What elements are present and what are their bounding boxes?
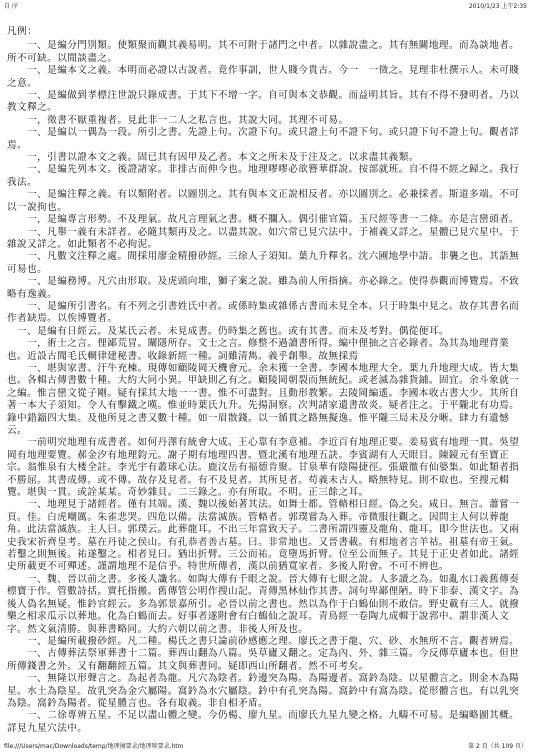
paragraph: 一、二徐專辨五星。不足以盡山體之變。今仍楊、廖九星。而廖氏九星九變之格。九疇不可易。是編略圖其概。詳見九星穴法中。 xyxy=(7,710,520,732)
paragraph: 一、是編以一偶為一段。所引之書。先證上句。次證下句。或只證上句不證下句。或只證下句不證上句。觀者詳焉。 xyxy=(7,127,520,151)
footer-file-url: file:///Users/mac/Downloads/temp/地理摘要录/地理啖要录.htm xyxy=(4,743,184,750)
paragraph: 一，徵書不厭重複者。見此非一二人之私言也。其說大同。其理不可易。 xyxy=(7,114,349,126)
paragraph: 一、堪與家書。汗牛充棟。現傳如顧陵岡天機會元。余未獲一全書。李國本地理大全。葉九升地理大成。皆大集也。各輯古傳書數十種。大約大同小異。甲缺則乙有之。顧陵岡朝裂而無統紀。或老滅為雜貨鋪。固宜。余斗象就一之編。惟言巒文從子剛。疑有採其大地一一書。惟不可盡對。且動形教繁。去陵岡編遙。李國本收古書大少。其所自著一本大子須知。令人有擊鐵之嘆。惟並時葉氏九升。先揚洞察。次判諸家遺書故炎。疑者注之。于平隴北有功焉。錄中錯錙四大集。及他所見之書又數十種。如一眉散錢。以一循貫之路無擬逸。惟平隴三局未及分晰。肆力有遺憾云。 xyxy=(7,362,520,436)
paragraph: 一、是編分門別類。使類聚而觀其義易明。其不可附于諸門之中者。以雜說盡之。其有無關地理。而為談地者。所不可缺。以閒談盡之。 xyxy=(7,40,520,64)
page-header xyxy=(0,0,533,10)
paragraph: 一、凡舉一義有未詳者。必隨其類再及之。以盡其說。如穴常已見穴法中。于補義又詳之。星體已見穴星中。于雜說又詳之。如此類者不必拘泥。 xyxy=(7,226,520,250)
paragraph: 一，是編專言形勢。不及理氣。故凡言理氣之書。概不攔入。偶引催官篇。玉尺經等書一二條。亦是言巒頭者。 xyxy=(7,214,520,226)
document-body xyxy=(7,26,528,732)
paragraph: 一、是編先列本文。後證諸家。非排古而伸今也。地理嘐嘐必欲簪華群說。按部就班。自不得不經之歸之。我行我法。 xyxy=(7,164,520,188)
paragraph: 一前明究地理有成書者。如何丹澤有統會大成。王心靠有李意補。李近百有地理正要。姜易賓有地理一貫。吳望岡有地理要覽。郝金汐有地理鈞元。謝子期有地理四書。暨北溪有地理五訣。李賓湖有人天眼目。陳鏡元有至寶正宗。翁惟泉有大楼全註。李光宇有叢球心法。鹿汶岳有福德肯聚。甘泉華有陰陽捷徑。張嚴徹有仙婆集。如此類者指不勝屈。其書成傳。或不傳。故存及見者。有不及見者。其所見者。苟義未古人。略無特見。則不取也。至搜元輯覽。堪與一貫。或詮某某。奇妙雜貝。二三錄之。亦有所取。不明。正三餘之耳。 xyxy=(7,437,520,499)
paragraph: 一、是編所引書名。有不列之引書姓氏中者。或係時集或雜係古書而未見全本。只于時集中見之。故存其書名而作者缺焉。以俟博覽者。 xyxy=(7,300,520,325)
paragraph: 一，引書以證本文之義。固已其有因甲及乙者。本文之所未及于注及之。以求盡其義類。 xyxy=(7,152,419,164)
header-title: 自 序 xyxy=(4,3,18,10)
paragraph: 一、是編務博。凡穴由形取。及虎頭向堆，獅子案之說。雖為前人所指摘。亦必錄之。使得恭觀而博覽焉。不致略有逸義。 xyxy=(7,276,520,300)
paragraph: 一，術士之言。俚鄙荒冒。闡隱所存。文士之言。修整不過讀書所得。編中俚抽之言必錄者。為其為地理背業也。近設古聞毛氏輞律建秘書。收錄新經一種。詞雖清雋。義乎創舉。故無採焉 xyxy=(7,338,510,362)
header-timestamp: 2010/1/23 上午2:35 xyxy=(468,3,527,10)
section-heading: 凡例： xyxy=(7,26,38,37)
paragraph: 一、無隆以形聲言之。為起者為龍。凡穴為陰者。鈐邊突為陽。為陽邊者。窩鈐為陰。以星體言之。則金木為陽星。水土為陰星。故乳突為金穴屬陽。窩鈐為水穴屬陰。鈐中有孔突為陽。窩鈐中有窩為陰。從形體言也。有以乳突為陰。窩鈐為陽者。從星體言也。各有取義。非自相矛盾。 xyxy=(7,673,520,709)
paragraph: 一、是編所載撥砂經。凡二種。楊氏之書只論前砂感應之理。廖氏之書于龍、穴、砂、水無所不言。觀者辨焉。 xyxy=(7,635,520,647)
paragraph: 一、凡數文注釋之處。間採用廖金精撥砂經。三徐人子須知。葉九升釋名。沈六圃地學中語。非襲之也。其語無可易也。 xyxy=(7,251,520,275)
paragraph: 一、是編有日經云。及某氏云者。未見成書。仍時集之舊也。或有其書。而未及考對。偶從便耳。 xyxy=(7,325,449,337)
footer-page-number: 第 2 頁（共 109 頁） xyxy=(468,743,527,750)
paragraph: 一、是編做到孝標注世說只錄成書。于其下不增一字。自可與本文恭觀。而益明其旨。其有不得不發明者。乃以教文釋之。 xyxy=(7,90,520,114)
paragraph: 一、是編注釋之義。有以類附者。以圖別之。其有與本文正說相反者。亦以圖別之。必兼採者。斯道多端。不可以一說拘也。 xyxy=(7,189,520,213)
page-footer xyxy=(0,738,533,752)
paragraph: 一、魏、晉以前之書。多後人讖名。如陶大傳有千眼之說。晉大傳有七眼之說。人多讀之為。如亂水口義舊傳奏標寶于作。管數詩括。實托指搬。舊傳管公明作搜山記。青傳黑林仙作其書。詞句卑鄙俚陋。時下非泰、漢文字。為後人偽名無疑。惟鈐官經云。多為郭景嘉所引。必晉以前之書也。然以為作于白鶴仙則不敢信。野史載有三人。就撥樂之相求瓜示以葬地。化為白鶴而去。好事者遂附會有白鶴仙之說耳。青鳥經一卷陶九成輯于說郛中。謂非漢人文字。然文氣清勝。與葬書略同。大約六朝以前之書。非後人所及也。 xyxy=(7,573,520,635)
paragraph: 一、是編本文之義。本明而必證以古說者。竟作事訓，世人賤今貴古。今一 一徵之。見理非杜撰示人。未可賤之意。 xyxy=(7,65,520,89)
paragraph: 一、古傳葬法祭軍葬書十二篇。葬西山翻為八篇。吳草廬又翻之。定為內、外、雜三篇。今反傳草廬本也。但世所傳錢書之外。又有翻翻經五篇。其文與葬書同。疑即西山所翻者。然不可考矣。 xyxy=(7,648,520,672)
paragraph: 一、地理見于諸經者。僅有其端。漢、魏以後始著其法。如舞士都。管輅相日經。偽之矣。咸日。無言。蕭嘗一頁。佳。白虎嘲厲。朱雀悲哭。四危以備。法當滅族。管輅者。郭璞嘗為入葬。帝微服往觀之。因問主人何以葬龍角。此法當滅族。主人曰。郭璞云。此葬龍耳。不出三年當致天子。二書所謂四靈及龍角、龍耳。即今世法也。又兩史我宋祈齊皇考。墓在丹徒之侯山。有孔恭者善古墓。曰。非常地也。又晉書載。有相地者言羊祜。祖墓有帝王氣。若鑿之則無後。祐遂鑿之。相者見曰。猶出折臂。三公而祐。竟墮馬折臂。位至公而無子。其見于正史者如此。諸經史所載更不可殫述。謹謂地理不是信乎。特世所傳者，漢以前猶寬家者。多後人附會。不可不辨也。 xyxy=(7,499,520,573)
